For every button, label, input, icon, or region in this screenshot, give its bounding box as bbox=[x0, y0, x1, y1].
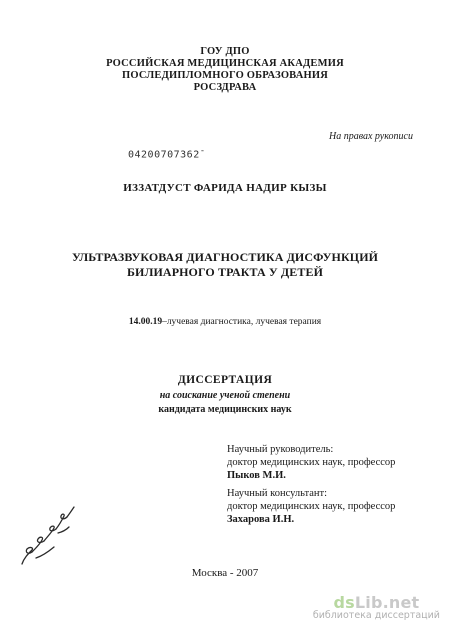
city-year: Москва - 2007 bbox=[191, 567, 259, 579]
watermark-subtitle: библиотека диссертаций bbox=[312, 610, 440, 621]
watermark-logo-prefix: ds bbox=[333, 593, 355, 612]
consultant-title: доктор медицинских наук, профессор bbox=[227, 501, 396, 512]
supervisor-label: Научный руководитель: bbox=[227, 444, 334, 455]
dissertation-title: ДИССЕРТАЦИЯ bbox=[177, 374, 273, 386]
watermark-logo-suffix: Lib.net bbox=[354, 593, 420, 612]
supervisor-name: Пыков М.И. bbox=[227, 470, 286, 481]
author-name: ИЗЗАТДУСТ ФАРИДА НАДИР КЫЗЫ bbox=[123, 182, 327, 194]
library-stamp: 04200707362- bbox=[128, 146, 206, 161]
consultant-name: Захарова И.Н. bbox=[227, 514, 295, 525]
dslib-watermark bbox=[313, 593, 440, 621]
supervisor-title: доктор медицинских наук, профессор bbox=[227, 457, 396, 468]
specialty-name: –лучевая диагностика, лучевая терапия bbox=[162, 317, 322, 327]
handwritten-signature bbox=[14, 500, 86, 570]
thesis-title-line-2: БИЛИАРНОГО ТРАКТА У ДЕТЕЙ bbox=[126, 265, 324, 279]
dissertation-subtitle: на соискание ученой степени bbox=[159, 390, 291, 401]
header-line-1: ГОУ ДПО bbox=[200, 46, 250, 57]
specialty bbox=[0, 317, 450, 327]
stamp-number: 04200707362 bbox=[128, 149, 200, 161]
header-line-4: РОСЗДРАВА bbox=[193, 82, 257, 93]
consultant-label: Научный консультант: bbox=[227, 488, 328, 499]
specialty-code: 14.00.19 bbox=[128, 317, 163, 327]
thesis-title-line-1: УЛЬТРАЗВУКОВАЯ ДИАГНОСТИКА ДИСФУНКЦИЙ bbox=[71, 250, 379, 264]
header-line-3: ПОСЛЕДИПЛОМНОГО ОБРАЗОВАНИЯ bbox=[121, 70, 329, 81]
header-line-2: РОССИЙСКАЯ МЕДИЦИНСКАЯ АКАДЕМИЯ bbox=[106, 58, 344, 69]
rights-note: На правах рукописи bbox=[329, 131, 413, 142]
dissertation-degree: кандидата медицинских наук bbox=[158, 404, 292, 415]
